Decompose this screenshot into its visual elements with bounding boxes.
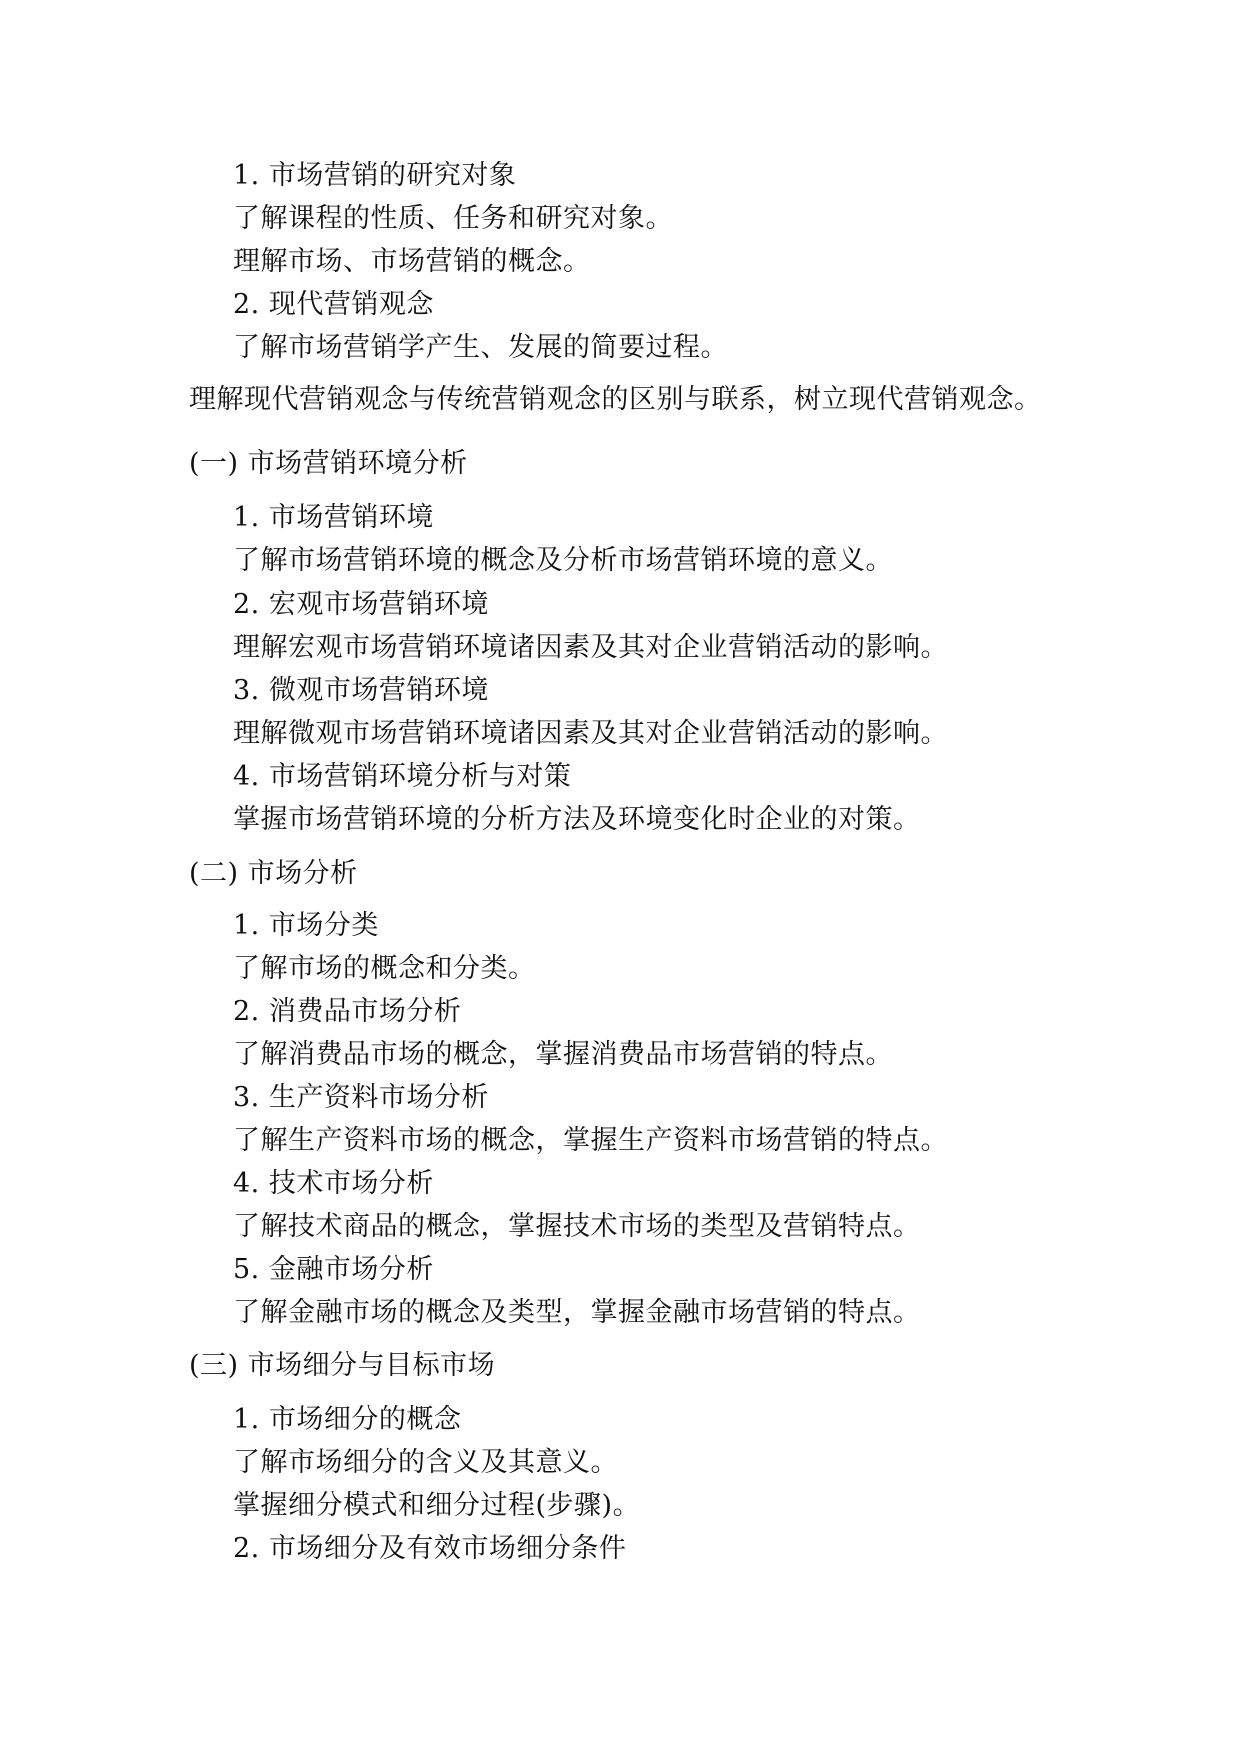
item-heading: 2. 现代营销观念	[233, 289, 434, 320]
body-text: 了解课程的性质、任务和研究对象。	[233, 203, 673, 234]
body-text: 了解市场营销环境的概念及分析市场营销环境的意义。	[233, 545, 893, 576]
body-text: 了解市场的概念和分类。	[233, 953, 536, 984]
section-heading: (一) 市场营销环境分析	[189, 448, 468, 479]
body-text: 理解微观市场营销环境诸因素及其对企业营销活动的影响。	[233, 718, 948, 749]
item-heading: 3. 生产资料市场分析	[233, 1082, 489, 1113]
item-heading: 4. 市场营销环境分析与对策	[233, 761, 572, 792]
body-text: 了解市场细分的含义及其意义。	[233, 1447, 618, 1478]
item-heading: 2. 市场细分及有效市场细分条件	[233, 1533, 627, 1564]
body-text: 理解市场、市场营销的概念。	[233, 246, 591, 277]
body-text: 掌握细分模式和细分过程(步骤)。	[233, 1490, 641, 1521]
item-heading: 1. 市场分类	[233, 910, 379, 941]
body-text: 了解市场营销学产生、发展的简要过程。	[233, 332, 728, 363]
body-text: 了解金融市场的概念及类型，掌握金融市场营销的特点。	[233, 1297, 921, 1328]
item-heading: 3. 微观市场营销环境	[233, 675, 489, 706]
body-text: 理解宏观市场营销环境诸因素及其对企业营销活动的影响。	[233, 632, 948, 663]
body-text: 了解生产资料市场的概念，掌握生产资料市场营销的特点。	[233, 1125, 948, 1156]
item-heading: 1. 市场营销的研究对象	[233, 160, 517, 191]
section-heading: (二) 市场分析	[189, 858, 358, 889]
body-text: 掌握市场营销环境的分析方法及环境变化时企业的对策。	[233, 804, 921, 835]
item-heading: 5. 金融市场分析	[233, 1254, 434, 1285]
body-text: 了解消费品市场的概念，掌握消费品市场营销的特点。	[233, 1039, 893, 1070]
body-text: 了解技术商品的概念，掌握技术市场的类型及营销特点。	[233, 1211, 921, 1242]
item-heading: 2. 消费品市场分析	[233, 996, 462, 1027]
item-heading: 2. 宏观市场营销环境	[233, 589, 489, 620]
section-heading: (三) 市场细分与目标市场	[189, 1350, 496, 1381]
item-heading: 1. 市场营销环境	[233, 502, 434, 533]
item-heading: 4. 技术市场分析	[233, 1168, 434, 1199]
item-heading: 1. 市场细分的概念	[233, 1404, 462, 1435]
body-text: 理解现代营销观念与传统营销观念的区别与联系，树立现代营销观念。	[189, 384, 1042, 415]
